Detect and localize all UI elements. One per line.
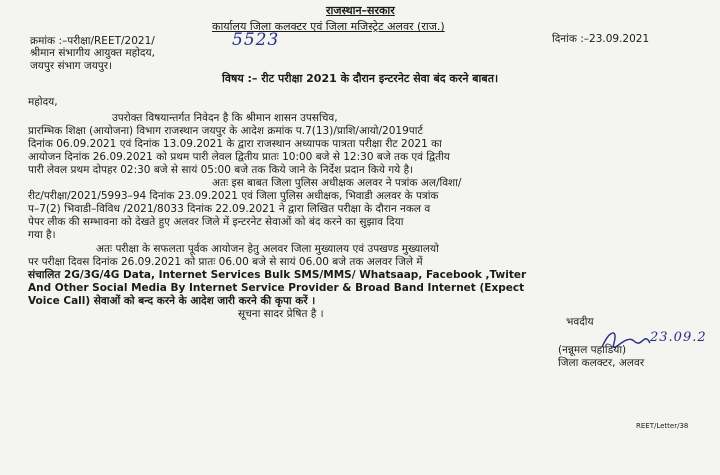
signature-date: 23.09.2 <box>650 330 707 345</box>
body-line: पर परीक्षा दिवस दिनांक 26.09.2021 को प्रातः 06.00 बजे से सायं 06.00 बजे तक अलवर जिले में <box>28 256 423 268</box>
body-line: आयोजन दिनांक 26.09.2021 को प्रथम पारी लेवल द्वितीय प्रातः 10:00 बजे से 12:30 बजे तक एवं द्वितीय <box>28 151 450 163</box>
body-line: दिनांक 06.09.2021 एवं दिनांक 13.09.2021 के द्वारा राजस्थान अध्यापक पात्रता परीक्षा रीट 2021 का <box>28 138 442 150</box>
body-line: And Other Social Media By Internet Service Provider & Broad Band Internet (Expect <box>28 282 525 294</box>
body-line: पारी लेवल प्रथम दोपहर 02:30 बजे से सायं 05:00 बजे तक किये जाने के निर्देश प्रदान किये गये है। <box>28 164 414 176</box>
body-line: पेपर लीक की सम्भावना को देखते हुए अलवर जिले में इन्टरनेट सेवाओं को बंद करने का सुझाव दिया <box>28 216 404 228</box>
govt-heading: राजस्थान–सरकार <box>326 4 395 17</box>
body-line: अतः इस बाबत जिला पुलिस अधीक्षक अलवर ने पत्रांक अल/विशा/ <box>212 177 462 189</box>
body-line: रीट/परीक्षा/2021/5993–94 दिनांक 23.09.2021 एवं जिला पुलिस अधीक्षक, भिवाडी अलवर के पत्रांक <box>28 190 439 202</box>
handwritten-number: 5523 <box>232 30 280 50</box>
body-line: संचालित 2G/3G/4G Data, Internet Services Bulk SMS/MMS/ Whatsaap, Facebook ,Twiter <box>28 269 527 281</box>
closing: भवदीय <box>566 316 594 328</box>
body-line: Voice Call) सेवाओं को बन्द करने के आदेश जारी करने की कृपा करें । <box>28 295 316 307</box>
body-line: सूचना सादर प्रेषित है । <box>238 308 324 320</box>
body-line: उपरोक्त विषयान्तर्गत निवेदन है कि श्रीमान शासन उपसचिव, <box>112 112 338 124</box>
letter-date: दिनांक :–23.09.2021 <box>552 33 650 45</box>
body-line: प्रारम्भिक शिक्षा (आयोजना) विभाग राजस्थान जयपुर के आदेश क्रमांक प.7(13)/प्राशि/आयो/2019पार्ट <box>28 125 423 137</box>
body-line: गया है। <box>28 229 56 241</box>
body-line: प–7(2) भिवाडी–विविध /2021/8033 दिनांक 22.09.2021 ने द्वारा लिखित परीक्षा के दौरान नकल व <box>28 203 431 215</box>
recipient-line-2: जयपुर संभाग जयपुर। <box>30 60 113 72</box>
subject-line: विषय :– रीट परीक्षा 2021 के दौरान इन्टरनेट सेवा बंद करने बाबत। <box>222 72 499 85</box>
recipient-line-1: श्रीमान संभागीय आयुक्त महोदय, <box>30 47 155 59</box>
body-line: अतः परीक्षा के सफलता पूर्वक आयोजन हेतु अलवर जिला मुख्यालय एवं उपखण्ड मुख्यालयो <box>96 243 439 255</box>
signatory-name: (नन्नूमल पहाडिया) <box>558 344 627 356</box>
footer-code: REET/Letter/38 <box>636 422 689 430</box>
signatory-designation: जिला कलक्टर, अलवर <box>558 357 645 369</box>
salutation: महोदय, <box>28 96 58 108</box>
ref-number: क्रमांक :–परीक्षा/REET/2021/ <box>30 35 155 47</box>
office-heading: कार्यालय जिला कलक्टर एवं जिला मजिस्ट्रेट अलवर (राज.) <box>212 20 445 33</box>
